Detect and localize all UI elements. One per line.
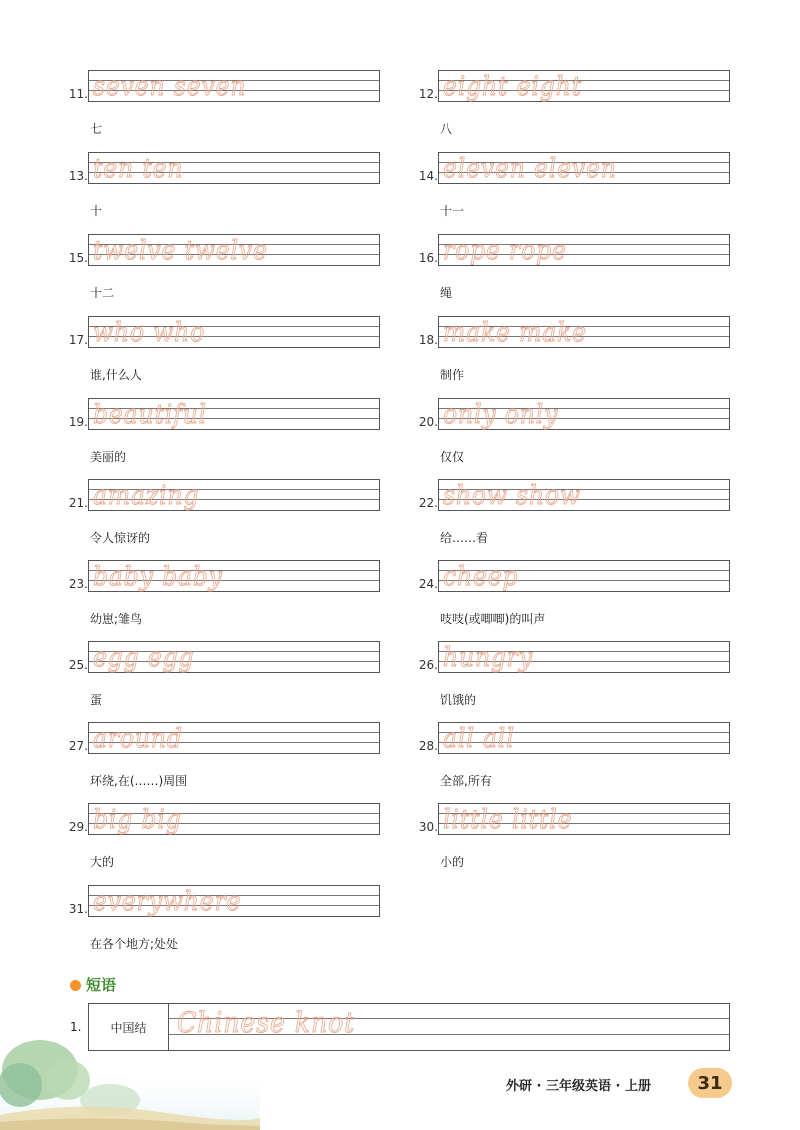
chinese-meaning: 制作: [440, 368, 465, 382]
vocab-entry: [412, 641, 752, 711]
vocab-entry: [62, 479, 402, 549]
item-number: 18.: [418, 333, 438, 347]
vocab-entry: [62, 234, 402, 304]
chinese-meaning: 在各个地方;处处: [90, 937, 179, 951]
tracing-word: egg egg: [93, 643, 195, 673]
chinese-meaning: 饥饿的: [440, 693, 477, 707]
chinese-meaning: 给……看: [440, 531, 489, 545]
writing-lines[interactable]: [88, 479, 380, 511]
item-number: 20.: [418, 415, 438, 429]
item-number: 21.: [68, 496, 88, 510]
chinese-meaning: 八: [440, 122, 453, 136]
chinese-meaning: 绳: [440, 286, 453, 300]
item-number: 31.: [68, 902, 88, 916]
chinese-meaning: 十一: [440, 204, 465, 218]
tracing-word: rope rope: [443, 236, 567, 266]
vocab-entry: [62, 803, 402, 873]
tracing-word: hungry: [443, 643, 533, 673]
chinese-meaning: 吱吱(或唧唧)的叫声: [440, 612, 546, 626]
tracing-word: ten ten: [93, 154, 184, 184]
item-number: 30.: [418, 820, 438, 834]
vocab-entry: [412, 316, 752, 386]
chinese-meaning: 令人惊讶的: [90, 531, 151, 545]
item-number: 27.: [68, 739, 88, 753]
vocab-entry: [412, 152, 752, 222]
item-number: 25.: [68, 658, 88, 672]
item-number: 22.: [418, 496, 438, 510]
item-number: 13.: [68, 169, 88, 183]
tracing-word: everywhere: [93, 887, 242, 917]
vocab-entry: [62, 316, 402, 386]
page-number-badge: 31: [688, 1068, 732, 1098]
tracing-word: seven seven: [93, 72, 247, 102]
chinese-meaning: 十: [90, 204, 103, 218]
chinese-meaning: 幼崽;雏鸟: [90, 612, 143, 626]
landscape-illustration: [0, 1030, 260, 1130]
chinese-meaning: 小的: [440, 855, 465, 869]
vocab-entry: [412, 803, 752, 873]
tracing-word: only only: [443, 400, 559, 430]
item-number: 16.: [418, 251, 438, 265]
writing-lines[interactable]: [88, 398, 380, 430]
item-number: 15.: [68, 251, 88, 265]
tracing-word: around: [93, 724, 183, 754]
vocab-entry: [62, 560, 402, 630]
writing-lines[interactable]: [438, 234, 730, 266]
chinese-meaning: 环绕,在(……)周围: [90, 774, 188, 788]
footer-book-title: 外研 · 三年级英语 · 上册: [506, 1079, 651, 1094]
item-number: 12.: [418, 87, 438, 101]
chinese-meaning: 大的: [90, 855, 115, 869]
vocab-entry: [412, 234, 752, 304]
item-number: 29.: [68, 820, 88, 834]
writing-lines[interactable]: [438, 479, 730, 511]
writing-lines[interactable]: [88, 70, 380, 102]
writing-lines[interactable]: [438, 398, 730, 430]
writing-lines[interactable]: [88, 722, 380, 754]
writing-lines[interactable]: [88, 803, 380, 835]
writing-lines[interactable]: [438, 316, 730, 348]
tracing-word: twelve twelve: [93, 236, 268, 266]
vocab-entry: [62, 722, 402, 792]
item-number: 14.: [418, 169, 438, 183]
tracing-word: eleven eleven: [443, 154, 617, 184]
vocab-entry: [412, 479, 752, 549]
tracing-word: show show: [443, 481, 581, 511]
chinese-meaning: 七: [90, 122, 103, 136]
phrase-number: 1.: [70, 1020, 82, 1034]
vocab-entry: [412, 70, 752, 140]
tracing-word: make make: [443, 318, 587, 348]
tracing-word: baby baby: [93, 562, 223, 592]
tracing-word: big big: [93, 805, 182, 835]
item-number: 17.: [68, 333, 88, 347]
tracing-word: little little: [443, 805, 573, 835]
phrase-tracing: Chinese knot: [177, 1006, 356, 1039]
tracing-word: amazing: [93, 481, 200, 511]
chinese-meaning: 全部,所有: [440, 774, 492, 788]
chinese-meaning: 十二: [90, 286, 115, 300]
item-number: 23.: [68, 577, 88, 591]
writing-lines[interactable]: [438, 152, 730, 184]
chinese-meaning: 仅仅: [440, 450, 465, 464]
writing-lines[interactable]: [438, 70, 730, 102]
writing-lines[interactable]: [438, 641, 730, 673]
item-number: 26.: [418, 658, 438, 672]
item-number: 24.: [418, 577, 438, 591]
vocab-entry: [412, 398, 752, 468]
item-number: 11.: [68, 87, 88, 101]
vocab-entry: [62, 641, 402, 711]
writing-lines[interactable]: [88, 885, 380, 917]
vocab-entry: [62, 398, 402, 468]
item-number: 28.: [418, 739, 438, 753]
tracing-word: who who: [93, 318, 206, 348]
tracing-word: eight eight: [443, 72, 582, 102]
chinese-meaning: 谁,什么人: [90, 368, 142, 382]
vocab-entry: [62, 885, 402, 955]
item-number: 19.: [68, 415, 88, 429]
writing-lines[interactable]: [88, 234, 380, 266]
phrase-chinese: 中国结: [89, 1004, 169, 1050]
writing-lines[interactable]: [88, 316, 380, 348]
writing-lines[interactable]: [438, 560, 730, 592]
tracing-word: beautiful: [93, 400, 208, 430]
vocab-entry: [62, 152, 402, 222]
tracing-word: cheep: [443, 562, 519, 592]
writing-lines[interactable]: [88, 641, 380, 673]
chinese-meaning: 蛋: [90, 693, 103, 707]
writing-lines[interactable]: [88, 560, 380, 592]
vocab-entry: [412, 722, 752, 792]
vocab-entry: [412, 560, 752, 630]
tracing-word: all all: [443, 724, 515, 754]
section-title: 短语: [86, 976, 117, 994]
chinese-meaning: 美丽的: [90, 450, 127, 464]
writing-lines[interactable]: [88, 152, 380, 184]
writing-lines[interactable]: [438, 722, 730, 754]
writing-lines[interactable]: [438, 803, 730, 835]
vocab-entry: [62, 70, 402, 140]
